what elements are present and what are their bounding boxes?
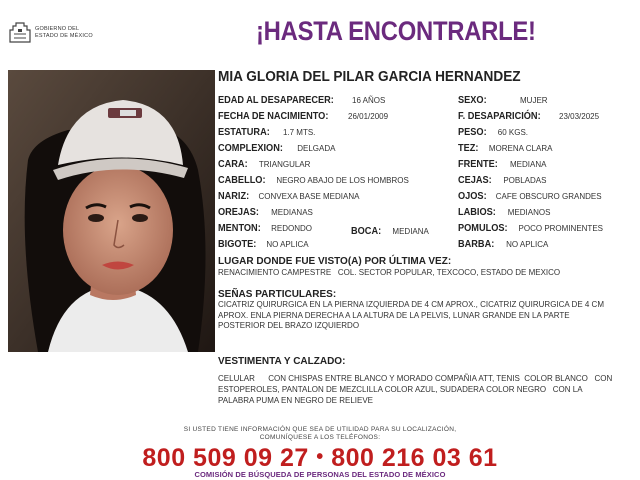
build-label: COMPLEXION: (218, 143, 283, 154)
field-complexion-tone (458, 143, 552, 155)
disappearance-date-value: 23/03/2025 (559, 112, 600, 121)
forehead-value: MEDIANA (509, 160, 547, 169)
missing-person-photo (8, 70, 215, 352)
field-build (218, 143, 335, 155)
birthdate-label: FECHA DE NACIMIENTO: (218, 111, 329, 122)
commission-name: COMISIÓN DE BÚSQUEDA DE PERSONAS DEL ESTADO DE MÉXICO (194, 470, 446, 479)
chin-value: REDONDO (271, 224, 313, 233)
face-label: CARA: (218, 159, 248, 170)
last-seen-value: RENACIMIENTO CAMPESTRE COL. SECTOR POPULAR, TEXCOCO, ESTADO DE MEXICO (218, 268, 561, 277)
weight-value: 60 KGS. (497, 128, 529, 137)
phone-number-1[interactable]: 800 509 09 27 (142, 444, 309, 472)
field-age (218, 95, 344, 107)
field-hair (218, 175, 409, 187)
eyes-label: OJOS: (458, 191, 487, 202)
headline: ¡HASTA ENCONTRARLE! (256, 16, 536, 46)
field-age-value (352, 95, 385, 107)
footer-note-line-2: COMUNÍQUESE A LOS TELÉFONOS: (259, 434, 381, 441)
field-nose (218, 191, 359, 203)
logo-line-1: GOBIERNO DEL (35, 26, 80, 32)
logo-line-2: ESTADO DE MÉXICO (35, 32, 93, 39)
field-disappearance-date-value (559, 111, 599, 123)
skin-tone-label: TEZ: (458, 143, 479, 154)
mustache-label: BIGOTE: (218, 239, 257, 250)
field-sex (458, 95, 489, 107)
hair-value: NEGRO ABAJO DE LOS HOMBROS (276, 176, 409, 185)
lips-label: LABIOS: (458, 207, 496, 218)
field-beard (458, 239, 548, 251)
disappearance-date-label: F. DESAPARICIÓN: (458, 111, 541, 122)
ears-label: OREJAS: (218, 207, 259, 218)
field-cheekbones (458, 223, 603, 235)
person-name: MIA GLORIA DEL PILAR GARCIA HERNANDEZ (218, 69, 521, 85)
beard-value: NO APLICA (506, 240, 549, 249)
last-seen-label: LUGAR DONDE FUE VISTO(A) POR ÚLTIMA VEZ: (218, 256, 452, 267)
weight-label: PESO: (458, 127, 487, 138)
eyebrows-value: POBLADAS (503, 176, 547, 185)
build-value: DELGADA (297, 144, 336, 153)
birthdate-value: 26/01/2009 (348, 112, 389, 121)
portrait-illustration (8, 70, 215, 352)
mustache-value: NO APLICA (266, 240, 309, 249)
age-label: EDAD AL DESAPARECER: (218, 95, 334, 106)
sex-value: MUJER (520, 96, 548, 105)
field-ears (218, 207, 313, 219)
eyebrows-label: CEJAS: (458, 175, 492, 186)
chin-label: MENTON: (218, 223, 261, 234)
nose-value: CONVEXA BASE MEDIANA (258, 192, 360, 201)
cheekbones-label: POMULOS: (458, 223, 508, 234)
mouth-label: BOCA: (351, 226, 382, 237)
field-mouth (351, 226, 429, 238)
eyes-value: CAFE OBSCURO GRANDES (495, 192, 602, 201)
field-chin (218, 223, 312, 235)
logo-text (35, 26, 93, 39)
state-seal-icon (8, 22, 32, 44)
cheekbones-value: POCO PROMINENTES (518, 224, 603, 233)
phone-numbers (0, 444, 640, 473)
height-label: ESTATURA: (218, 127, 270, 138)
footer-note-line-1: SI USTED TIENE INFORMACIÓN QUE SEA DE UTILIDAD PARA SU LOCALIZACIÓN, (183, 426, 457, 433)
hair-label: CABELLO: (218, 175, 266, 186)
face-value: TRIANGULAR (258, 160, 311, 169)
lips-value: MEDIANOS (507, 208, 551, 217)
nose-label: NARIZ: (218, 191, 250, 202)
beard-label: BARBA: (458, 239, 495, 250)
field-mustache (218, 239, 309, 251)
field-birthdate (218, 111, 338, 123)
state-government-logo (8, 22, 118, 46)
field-birthdate-value (348, 111, 388, 123)
field-eyebrows (458, 175, 546, 187)
clothing-label: VESTIMENTA Y CALZADO: (218, 356, 346, 367)
field-disappearance-date (458, 111, 548, 123)
marks-label: SEÑAS PARTICULARES: (218, 289, 337, 300)
skin-tone-value: MORENA CLARA (488, 144, 553, 153)
field-sex-value (520, 95, 548, 107)
field-weight (458, 127, 528, 139)
phone-separator: • (316, 446, 324, 468)
phone-number-2[interactable]: 800 216 03 61 (331, 444, 498, 472)
field-height (218, 127, 315, 139)
field-forehead (458, 159, 546, 171)
age-value: 16 AÑOS (352, 96, 386, 105)
forehead-label: FRENTE: (458, 159, 498, 170)
marks-value: CICATRIZ QUIRURGICA EN LA PIERNA IZQUIERDA DE 4 CM APROX., CICATRIZ QUIRURGICA DE 4 CM APROX. ENLA PIERNA DERECHA A LA ALTURA DE LA PELVIS, LUNAR GRANDE EN LA PARTE POSTERIOR DEL BRAZO IZQUIERDO (218, 300, 604, 330)
mouth-value: MEDIANA (392, 227, 429, 236)
height-value: 1.7 MTS. (282, 128, 316, 137)
clothing-value: CELULAR CON CHISPAS ENTRE BLANCO Y MORADO COMPAÑIA ATT, TENIS COLOR BLANCO CON ESTOPEROLES, PANTALON DE MEZCLILLA COLOR AZUL, SUDADERA COLOR NEGRO CON LA PALABRA PUMA EN NEGRO DE RELIEVE (218, 374, 615, 405)
ears-value: MEDIANAS (271, 208, 313, 217)
field-face (218, 159, 310, 171)
field-lips (458, 207, 550, 219)
sex-label: SEXO: (458, 95, 487, 106)
field-eyes (458, 191, 602, 203)
